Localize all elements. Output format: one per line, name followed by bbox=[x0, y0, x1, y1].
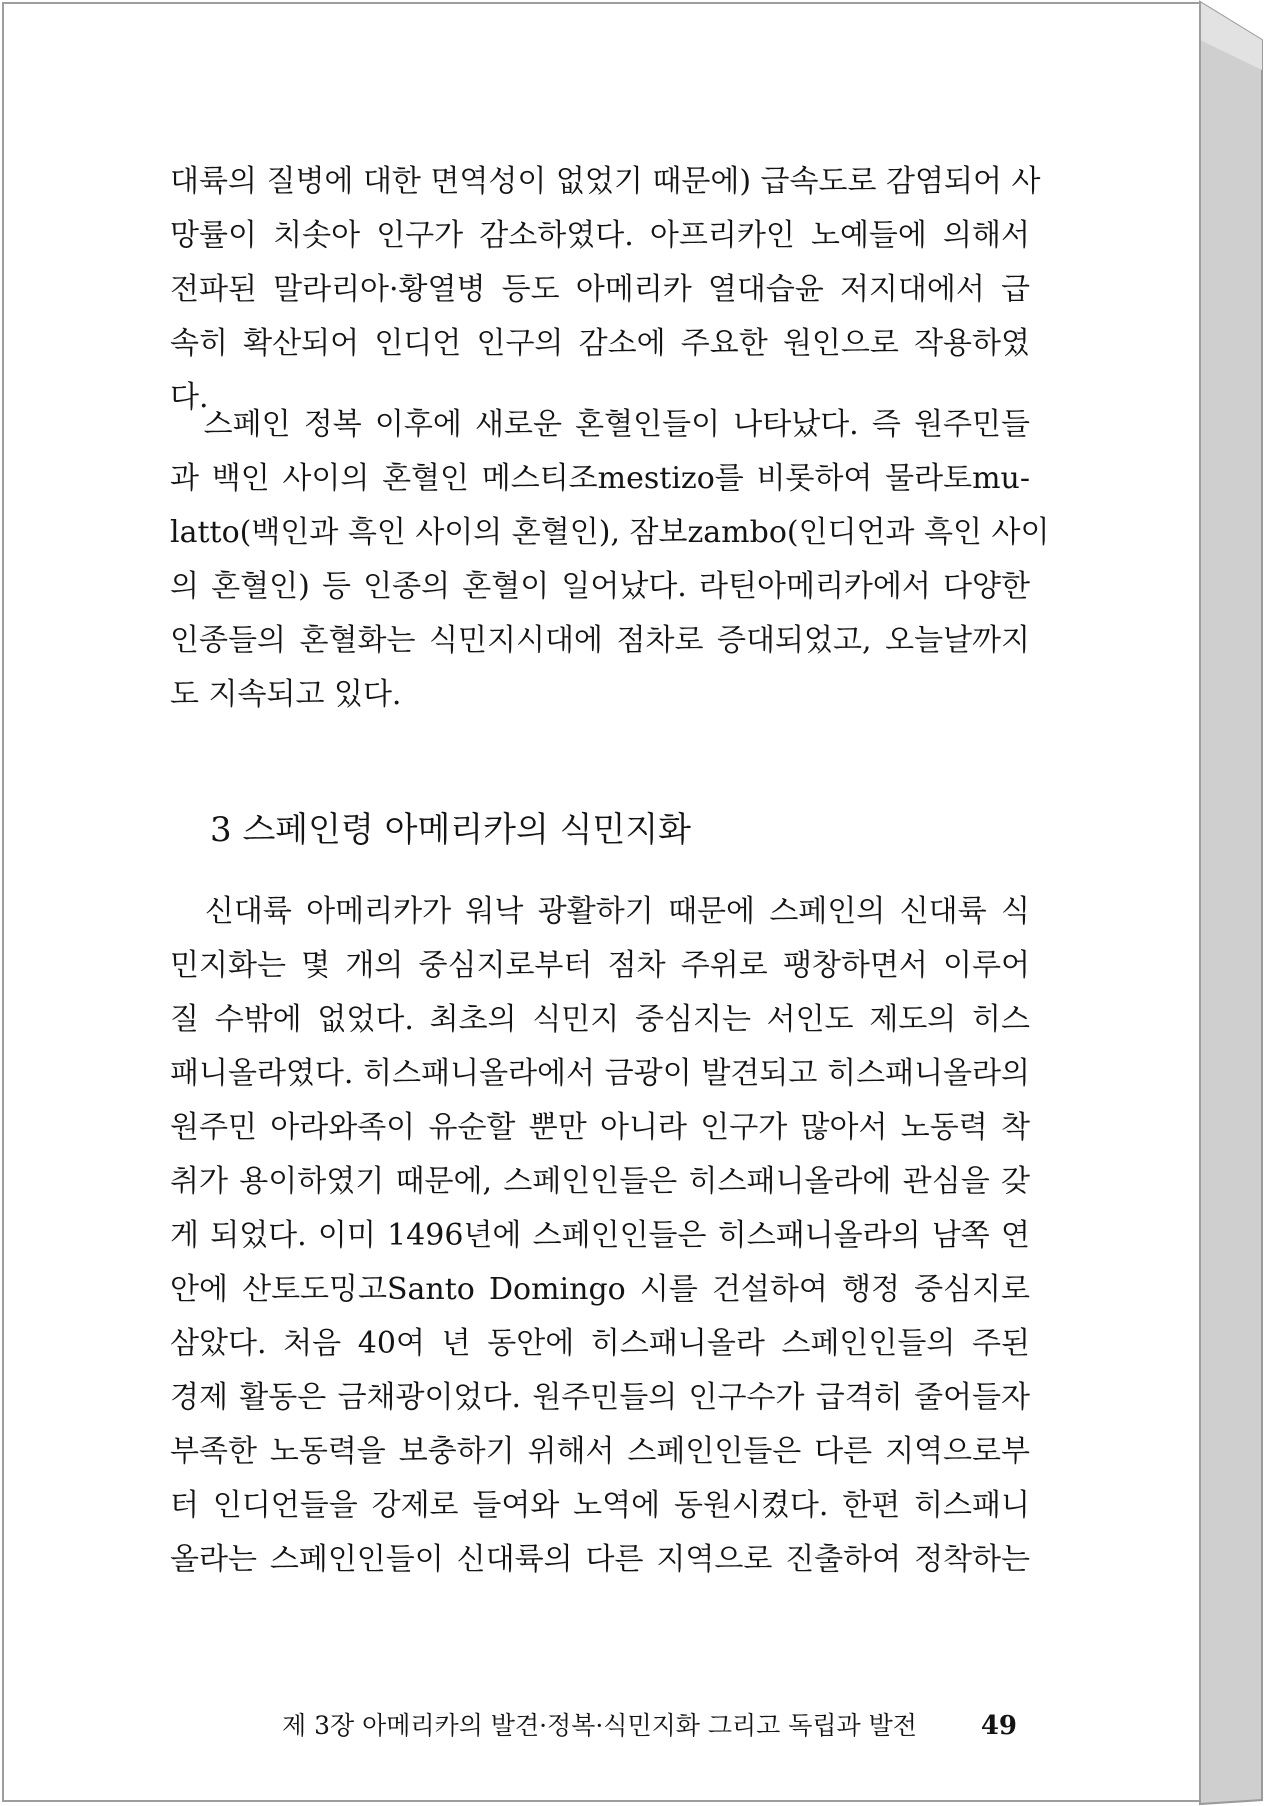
text-line: 올라는 스페인인들이 신대륙의 다른 지역으로 진출하여 정착하는 bbox=[170, 1542, 1030, 1577]
paragraph-3 bbox=[170, 885, 1030, 1587]
text-line: 게 되었다. 이미 1496년에 스페인인들은 히스패니올라의 남쪽 연 bbox=[170, 1218, 1030, 1253]
text-line: 과 백인 사이의 혼혈인 메스티조mestizo를 비롯하여 물라토mu- bbox=[170, 461, 1030, 496]
text-line: 취가 용이하였기 때문에, 스페인인들은 히스패니올라에 관심을 갖 bbox=[170, 1164, 1030, 1199]
text-line: latto(백인과 흑인 사이의 혼혈인), 잠보zambo(인디언과 흑인 사이 bbox=[170, 515, 1050, 550]
text-line: 신대륙 아메리카가 워낙 광활하기 때문에 스페인의 신대륙 식 bbox=[170, 894, 1030, 929]
text-line: 대륙의 질병에 대한 면역성이 없었기 때문에) 급속도로 감염되어 사 bbox=[170, 164, 1041, 199]
running-title: 제 3장 아메리카의 발견·정복·식민지화 그리고 독립과 발전 bbox=[282, 1711, 917, 1740]
text-line: 민지화는 몇 개의 중심지로부터 점차 주위로 팽창하면서 이루어 bbox=[170, 948, 1030, 983]
text-line: 부족한 노동력을 보충하기 위해서 스페인인들은 다른 지역으로부 bbox=[170, 1434, 1030, 1469]
paragraph-1 bbox=[170, 155, 1041, 425]
text-line: 질 수밖에 없었다. 최초의 식민지 중심지는 서인도 제도의 히스 bbox=[170, 1002, 1030, 1037]
text-line: 속히 확산되어 인디언 인구의 감소에 주요한 원인으로 작용하였 bbox=[170, 326, 1030, 361]
text-line: 패니올라였다. 히스패니올라에서 금광이 발견되고 히스패니올라의 bbox=[170, 1056, 1030, 1091]
text-line: 삼았다. 처음 40여 년 동안에 히스패니올라 스페인인들의 주된 bbox=[170, 1326, 1030, 1361]
text-line: 도 지속되고 있다. bbox=[170, 677, 402, 712]
section-heading: 3 스페인령 아메리카의 식민지화 bbox=[210, 810, 692, 850]
text-line: 원주민 아라와족이 유순할 뿐만 아니라 인구가 많아서 노동력 착 bbox=[170, 1110, 1030, 1145]
text-line: 전파된 말라리아·황열병 등도 아메리카 열대습윤 저지대에서 급 bbox=[170, 272, 1030, 307]
page-number: 49 bbox=[980, 1711, 1017, 1741]
text-line: 망률이 치솟아 인구가 감소하였다. 아프리카인 노예들에 의해서 bbox=[170, 218, 1030, 253]
text-line: 터 인디언들을 강제로 들여와 노역에 동원시켰다. 한편 히스패니 bbox=[170, 1488, 1030, 1523]
text-line: 인종들의 혼혈화는 식민지시대에 점차로 증대되었고, 오늘날까지 bbox=[170, 623, 1030, 658]
text-line: 다. bbox=[170, 380, 209, 415]
text-line: 의 혼혈인) 등 인종의 혼혈이 일어났다. 라틴아메리카에서 다양한 bbox=[170, 569, 1030, 604]
paragraph-2 bbox=[170, 398, 1050, 722]
text-line: 스페인 정복 이후에 새로운 혼혈인들이 나타났다. 즉 원주민들 bbox=[170, 407, 1030, 442]
page-footer bbox=[282, 1706, 1017, 1746]
text-line: 안에 산토도밍고Santo Domingo 시를 건설하여 행정 중심지로 bbox=[170, 1272, 1030, 1307]
text-line: 경제 활동은 금채광이었다. 원주민들의 인구수가 급격히 줄어들자 bbox=[170, 1380, 1030, 1415]
